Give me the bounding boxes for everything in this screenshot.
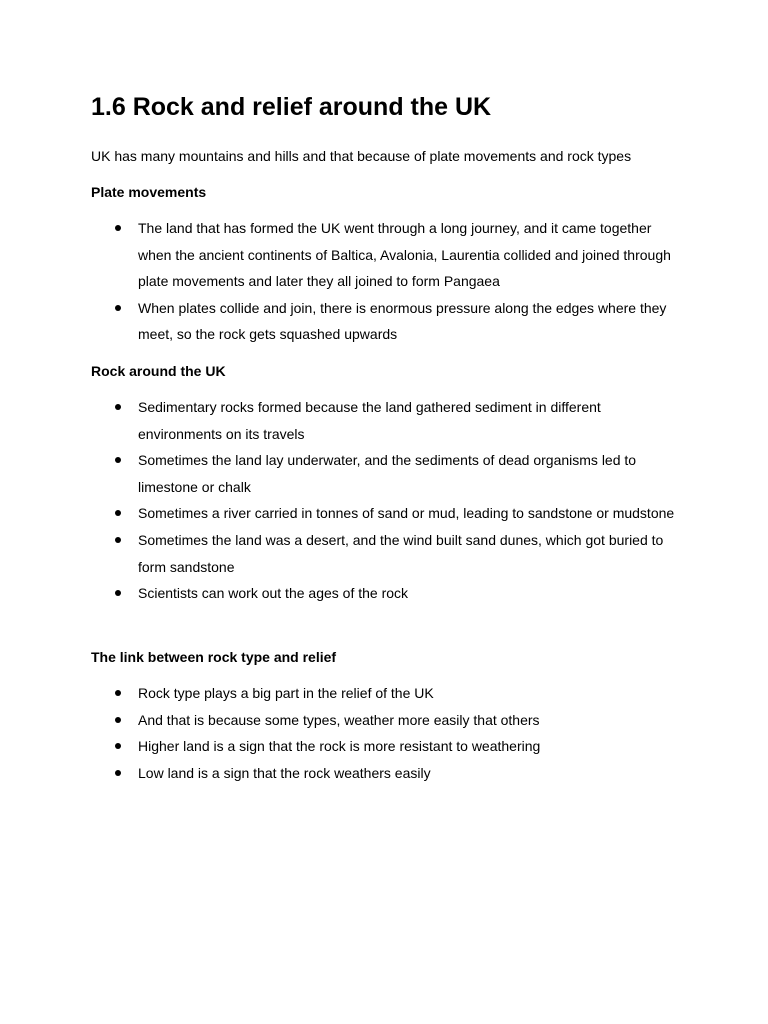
bullet-icon	[115, 717, 121, 723]
list-item-text: Sometimes the land was a desert, and the wind built sand dunes, which got buried to form sandstone	[138, 531, 664, 575]
list-item	[91, 527, 681, 580]
list-item	[91, 580, 681, 607]
list-item	[91, 680, 681, 707]
intro-paragraph: UK has many mountains and hills and that because of plate movements and rock types	[91, 148, 632, 164]
list-item-text: Rock type plays a big part in the relief of the UK	[138, 685, 434, 701]
bullet-icon	[115, 590, 121, 596]
section-heading-plate-movements: Plate movements	[91, 184, 207, 200]
list-item	[91, 500, 681, 527]
bullet-icon	[115, 690, 121, 696]
bullet-icon	[115, 537, 121, 543]
list-item	[91, 707, 681, 734]
page-title: 1.6 Rock and relief around the UK	[91, 93, 492, 121]
list-item-text: Sometimes the land lay underwater, and the sediments of dead organisms led to limestone or chalk	[138, 452, 637, 495]
list-item	[91, 760, 681, 787]
list-item-text: Scientists can work out the ages of the rock	[138, 585, 409, 602]
bullet-list-rock-around-uk	[91, 394, 681, 607]
section-heading-rock-type-relief: The link between rock type and relief	[91, 649, 337, 665]
list-item-text: Low land is a sign that the rock weathers easily	[138, 764, 431, 781]
bullet-icon	[115, 510, 121, 516]
list-item	[91, 394, 681, 447]
bullet-icon	[115, 457, 121, 463]
list-item	[91, 295, 681, 348]
bullet-icon	[115, 770, 121, 776]
bullet-icon	[115, 743, 121, 749]
list-item-text: Higher land is a sign that the rock is more resistant to weathering	[138, 738, 541, 755]
list-item-text: Sometimes a river carried in tonnes of sand or mud, leading to sandstone or mudstone	[138, 505, 675, 522]
list-item	[91, 215, 681, 295]
bullet-icon	[115, 404, 121, 410]
list-item-text: Sedimentary rocks formed because the land gathered sediment in different environments on its travels	[138, 399, 601, 442]
bullet-list-plate-movements	[91, 215, 681, 348]
section-heading-rock-around-uk: Rock around the UK	[91, 363, 226, 379]
list-item	[91, 733, 681, 760]
list-item-text: And that is because some types, weather more easily that others	[138, 711, 540, 728]
bullet-icon	[115, 225, 121, 231]
list-item-text: The land that has formed the UK went through a long journey, and it came together when the ancient continents of Baltica, Avalonia, Laurentia collided and joined through plate movements and later they all joined to form Pangaea	[138, 220, 671, 290]
list-item	[91, 447, 681, 500]
bullet-icon	[115, 305, 121, 311]
bullet-list-rock-type-relief	[91, 680, 681, 786]
list-item-text: When plates collide and join, there is enormous pressure along the edges where they meet, so the rock gets squashed upwards	[138, 299, 667, 343]
